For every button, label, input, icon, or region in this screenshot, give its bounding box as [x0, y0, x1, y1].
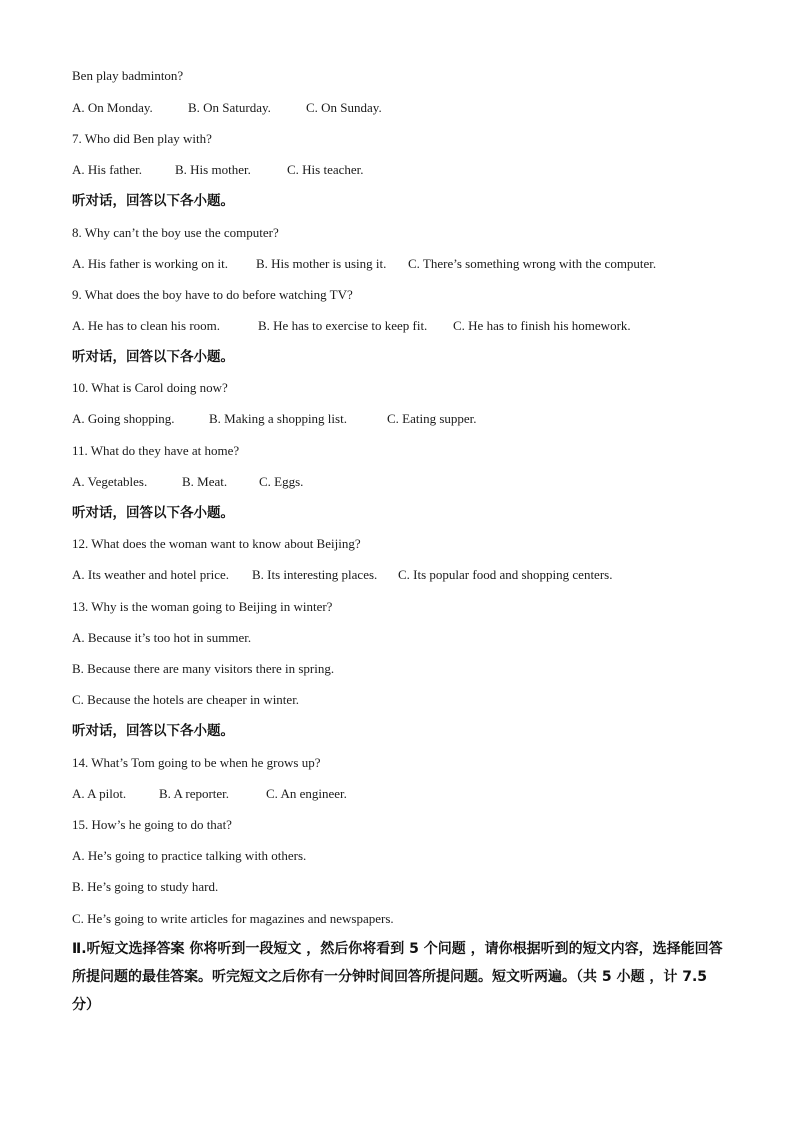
question-14-options	[72, 786, 347, 802]
question-6-options	[72, 100, 382, 116]
question-9: 9. What does the boy have to do before watching TV?	[72, 287, 353, 302]
question-8: 8. Why can’t the boy use the computer?	[72, 225, 279, 240]
option-b: B. His mother is using it.	[256, 256, 387, 271]
option-b: B. He has to exercise to keep fit.	[258, 318, 428, 333]
question-13-option-c: C. Because the hotels are cheaper in winter.	[72, 692, 300, 707]
option-b: B. On Saturday.	[188, 100, 271, 115]
option-b: B. Meat.	[182, 474, 228, 489]
instruction-heading: 听对话，回答以下各小题。	[72, 723, 234, 739]
question-13-option-b: B. Because there are many visitors there in spring.	[72, 661, 335, 676]
option-a: A. A pilot.	[72, 786, 127, 801]
option-c: C. On Sunday.	[306, 100, 382, 115]
option-a: A. Its weather and hotel price.	[72, 567, 230, 582]
instruction-heading: 听对话，回答以下各小题。	[72, 349, 234, 365]
question-10-options	[72, 411, 477, 427]
option-a: A. On Monday.	[72, 100, 153, 115]
question-12-options	[72, 567, 612, 583]
question-6-stem-continued: Ben play badminton?	[72, 68, 184, 83]
option-c: C. There’s something wrong with the computer.	[408, 256, 657, 271]
question-9-options	[72, 318, 631, 334]
option-c: C. An engineer.	[266, 786, 347, 801]
option-a: A. His father is working on it.	[72, 256, 228, 271]
option-b: B. Making a shopping list.	[209, 411, 347, 426]
question-15: 15. How’s he going to do that?	[72, 817, 232, 832]
option-a: A. He has to clean his room.	[72, 318, 221, 333]
instruction-heading: 听对话，回答以下各小题。	[72, 193, 234, 209]
option-a: A. Vegetables.	[72, 474, 148, 489]
option-c: C. He has to finish his homework.	[453, 318, 631, 333]
question-14: 14. What’s Tom going to be when he grows up?	[72, 755, 321, 770]
question-11: 11. What do they have at home?	[72, 443, 240, 458]
question-12: 12. What does the woman want to know about Beijing?	[72, 536, 361, 551]
question-15-option-c: C. He’s going to write articles for magazines and newspapers.	[72, 911, 394, 926]
question-13-option-a: A. Because it’s too hot in summer.	[72, 630, 252, 645]
instruction-heading: 听对话，回答以下各小题。	[72, 505, 234, 521]
question-7-options	[72, 162, 364, 178]
question-8-options	[72, 256, 656, 272]
question-15-option-b: B. He’s going to study hard.	[72, 879, 219, 894]
question-7: 7. Who did Ben play with?	[72, 131, 212, 146]
section-2-instructions: Ⅱ.听短文选择答案 你将听到一段短文 ，然后你将看到 5 个问题 ，请你根据听到的短文内容，选择能回答所提问题的最佳答案。听完短文之后你有一分钟时间回答所提问题。短文听两遍。（共 5 小题 ，计 7.5 分）	[72, 941, 723, 1013]
option-b: B. His mother.	[175, 162, 251, 177]
option-b: B. A reporter.	[159, 786, 230, 801]
option-c: C. Eggs.	[259, 474, 304, 489]
option-c: C. His teacher.	[287, 162, 364, 177]
question-10: 10. What is Carol doing now?	[72, 380, 228, 395]
option-a: A. His father.	[72, 162, 143, 177]
question-15-option-a: A. He’s going to practice talking with others.	[72, 848, 307, 863]
option-c: C. Eating supper.	[387, 411, 477, 426]
option-b: B. Its interesting places.	[252, 567, 378, 582]
option-c: C. Its popular food and shopping centers.	[398, 567, 613, 582]
question-13: 13. Why is the woman going to Beijing in winter?	[72, 599, 333, 614]
question-11-options	[72, 474, 303, 490]
option-a: A. Going shopping.	[72, 411, 175, 426]
